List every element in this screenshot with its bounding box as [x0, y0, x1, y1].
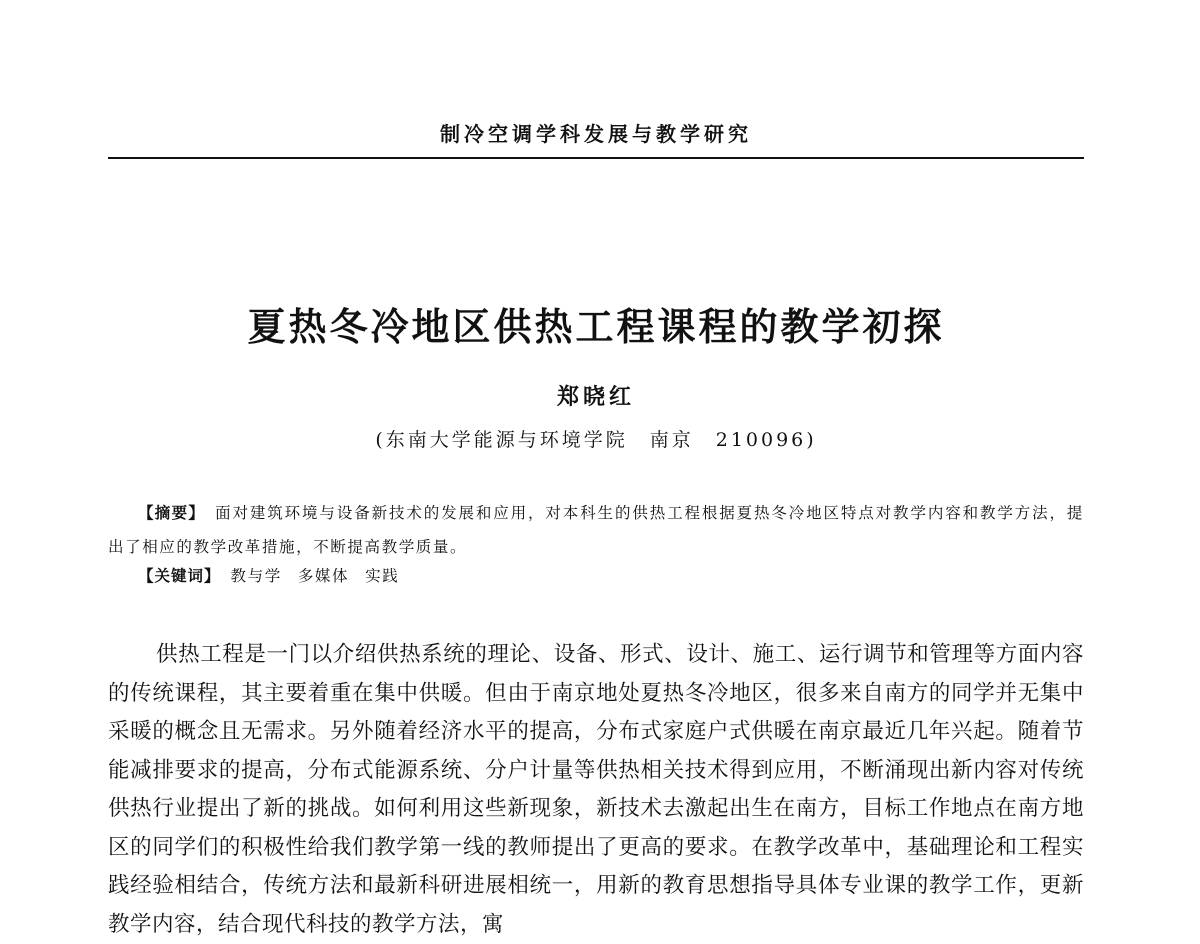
keywords [138, 564, 1084, 586]
author-affiliation: (东南大学能源与环境学院 南京 210096) [375, 429, 817, 451]
body-paragraph: 供热工程是一门以介绍供热系统的理论、设备、形式、设计、施工、运行调节和管理等方面内容的传统课程，其主要着重在集中供暖。但由于南京地处夏热冬冷地区，很多来自南方的同学并无集中采暖的概念且无需求。另外随着经济水平的提高，分布式家庭户式供暖在南京最近几年兴起。随着节能减排要求的提高，分布式能源系统、分户计量等供热相关技术得到应用，不断涌现出新内容对传统供热行业提出了新的挑战。如何利用这些新现象，新技术去激起出生在南方，目标工作地点在南方地区的同学们的积极性给我们教学第一线的教师提出了更高的要求。在教学改革中，基础理论和工程实践经验相结合，传统方法和最新科研进展相统一，用新的教育思想指导具体专业课的教学工作，更新教学内容，结合现代科技的教学方法，寓 [108, 642, 1084, 937]
keyword: 实践 [365, 567, 400, 585]
author-name: 郑晓红 [556, 384, 635, 410]
running-header: 制冷空调学科发展与教学研究 [440, 122, 752, 146]
abstract-text: 面对建筑环境与设备新技术的发展和应用，对本科生的供热工程根据夏热冬冷地区特点对教学内容和教学方法，提出了相应的教学改革措施，不断提高教学质量。 [108, 504, 1084, 556]
keyword: 多媒体 [297, 567, 350, 585]
header-rule [108, 157, 1084, 159]
abstract-label: 【摘要】 [138, 504, 206, 522]
abstract [108, 496, 1084, 564]
article-title: 夏热冬冷地区供热工程课程的教学初探 [247, 305, 945, 349]
keywords-label: 【关键词】 [138, 567, 221, 585]
keyword: 教与学 [230, 567, 282, 585]
